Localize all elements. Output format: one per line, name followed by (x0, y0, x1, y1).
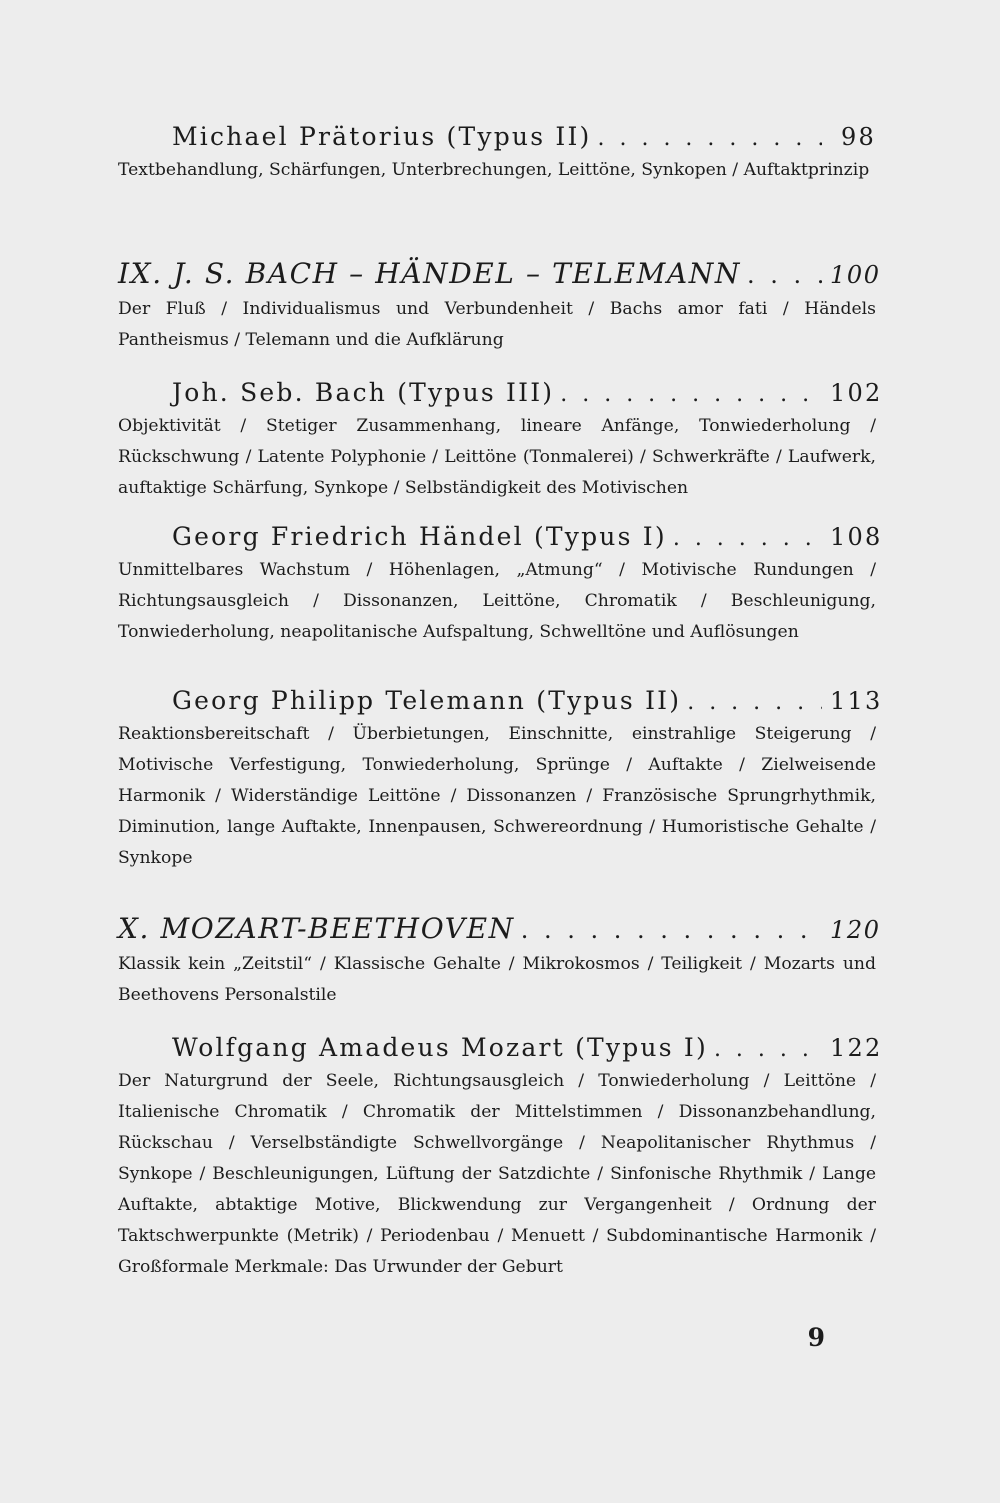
dot-leader (673, 526, 822, 551)
entry-page-number: 108 (830, 523, 883, 551)
dot-leader (747, 261, 822, 289)
chapter-page-number: 120 (830, 916, 881, 944)
chapter-title: IX. J. S. BACH – HÄNDEL – TELEMANN (118, 257, 741, 290)
entry-page-number: 122 (830, 1034, 883, 1062)
dot-leader (521, 916, 822, 944)
entry-heading (118, 522, 883, 551)
entry-page-number: 113 (830, 687, 883, 715)
toc-entry-telemann (118, 686, 883, 874)
entry-heading (118, 1033, 883, 1062)
chapter-heading (118, 912, 881, 945)
entry-description: Textbehandlung, Schärfungen, Unterbrechungen, Leittöne, Synkopen / Auftaktprinzip (118, 160, 870, 180)
chapter-heading (118, 257, 881, 290)
chapter-description: Klassik kein „Zeitstil“ / Klassische Gehalte / Mikrokosmos / Teiligkeit / Mozarts und Beethovens Personalstile (118, 954, 876, 1005)
entry-heading (118, 378, 883, 407)
entry-description: Unmittelbares Wachstum / Höhenlagen, „Atmung“ / Motivische Rundungen / Richtungsausgleich / Dissonanzen, Leittöne, Chromatik / Beschleunigung, Tonwiederholung, neapolitanische Aufspaltung, Schwelltöne und Auflösungen (118, 560, 876, 642)
dot-leader (597, 126, 822, 151)
toc-chapter-ix (118, 257, 881, 356)
dot-leader (714, 1037, 822, 1062)
chapter-description: Der Fluß / Individualismus und Verbundenheit / Bachs amor fati / Händels Pantheismus / Telemann und die Aufklärung (118, 299, 876, 350)
toc-entry-bach (118, 378, 883, 504)
chapter-title: X. MOZART-BEETHOVEN (118, 912, 515, 945)
dot-leader (560, 382, 822, 407)
entry-heading (118, 122, 876, 151)
toc-chapter-x (118, 912, 881, 1011)
chapter-page-number: 100 (830, 261, 881, 289)
entry-page-number: 102 (830, 379, 883, 407)
entry-title: Joh. Seb. Bach (Typus III) (172, 378, 555, 407)
entry-title: Georg Friedrich Händel (Typus I) (172, 522, 667, 551)
entry-title: Georg Philipp Telemann (Typus II) (172, 686, 682, 715)
entry-title: Wolfgang Amadeus Mozart (Typus I) (172, 1033, 708, 1062)
entry-description: Der Naturgrund der Seele, Richtungsausgleich / Tonwiederholung / Leittöne / Italienische Chromatik / Chromatik der Mittelstimmen / Dissonanzbehandlung, Rückschau / Verselbständigte Schwellvorgänge / Neapolitanischer Rhythmus / Synkope / Beschleunigungen, Lüftung der Satzdichte / Sinfonische Rhythmik / Lange Auftakte, abtaktige Motive, Blickwendung zur Vergangenheit / Ordnung der Taktschwerpunkte (Metrik) / Periodenbau / Menuett / Subdominantische Harmonik / Großformale Merkmale: Das Urwunder der Geburt (118, 1071, 876, 1277)
entry-description: Reaktionsbereitschaft / Überbietungen, Einschnitte, einstrahlige Steigerung / Motivische Verfestigung, Tonwiederholung, Sprünge / Auftakte / Zielweisende Harmonik / Widerständige Leittöne / Dissonanzen / Französische Sprungrhythmik, Diminution, lange Auftakte, Innenpausen, Schwereordnung / Humoristische Gehalte / Synkope (118, 724, 876, 868)
toc-entry-mozart (118, 1033, 883, 1283)
toc-entry-praetorius (118, 122, 876, 186)
entry-page-number: 98 (841, 123, 876, 151)
page-number: 9 (807, 1323, 825, 1352)
entry-description: Objektivität / Stetiger Zusammenhang, lineare Anfänge, Tonwiederholung / Rückschwung / Latente Polyphonie / Leittöne (Tonmalerei) / Schwerkräfte / Laufwerk, auftaktige Schärfung, Synkope / Selbständigkeit des Motivischen (118, 416, 876, 498)
entry-heading (118, 686, 883, 715)
dot-leader (687, 690, 822, 715)
entry-title: Michael Prätorius (Typus II) (172, 122, 592, 151)
toc-entry-haendel (118, 522, 883, 648)
